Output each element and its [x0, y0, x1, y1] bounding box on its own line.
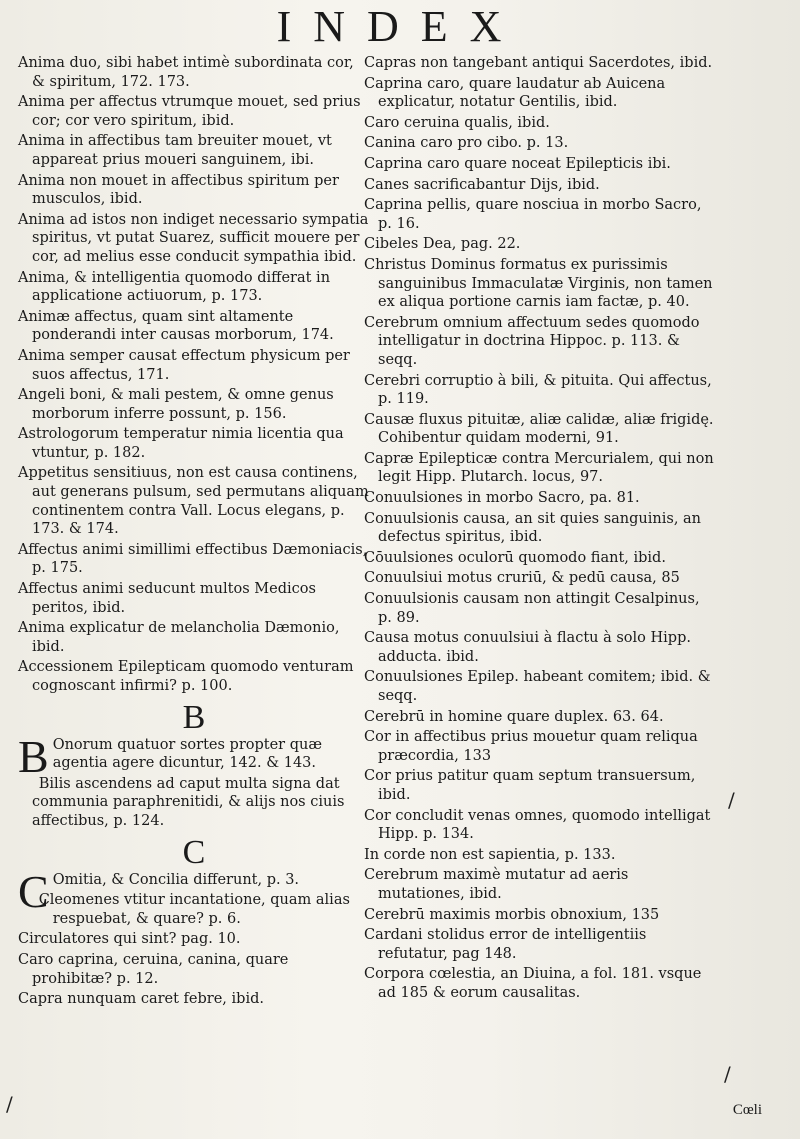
index-entry: Conuulsiones in morbo Sacro, pa. 81. [364, 490, 640, 507]
entry-text: Cleomenes vtitur incantatione, quam alias respuebat, & quare? p. 6. [38, 892, 350, 927]
entries-c [18, 865, 370, 1009]
index-entry: Anima in affectibus tam breuiter mouet, vt appareat prius moueri sanguinem, ibi. [18, 133, 332, 168]
index-entry: Astrologorum temperatur nimia licentia qua vtuntur, p. 182. [18, 426, 344, 461]
index-entry: Causæ fluxus pituitæ, aliæ calidæ, aliæ frigidę. Cohibentur quidam moderni, 91. [364, 411, 714, 447]
entry-text: Omitia, & Concilia differunt, p. 3. [52, 871, 300, 888]
index-entry: Cerebri corruptio à bili, & pituita. Qui affectus, p. 119. [364, 372, 712, 408]
index-entry: Anima explicatur de melancholia Dæmonio, ibid. [18, 620, 340, 655]
index-entry: Cor prius patitur quam septum transuersum, ibid. [364, 768, 696, 803]
index-entry: Caprina pellis, quare nosciua in morbo Sacro, p. 16. [364, 197, 702, 232]
entry-text: Bilis ascendens ad caput multa signa dat communia paraphrenitidi, & alijs nos ciuis affectibus, p. 124. [32, 775, 345, 829]
index-entry: Conuulsiui motus cruriū, & pedū causa, 85 [364, 570, 680, 587]
index-entry: Cardani stolidus error de intelligentiis refutatur, pag 148. [364, 927, 647, 962]
margin-mark: / [728, 788, 735, 812]
entries-b [18, 730, 370, 831]
index-entry: Caro ceruina qualis, ibid. [364, 114, 550, 131]
index-entry [18, 730, 370, 782]
entries-a [18, 54, 370, 696]
index-entry: Anima, & intelligentia quomodo differat in applicatione actiuorum, p. 173. [18, 269, 331, 305]
index-entry: Anima semper causat effectum physicum per suos affectus, 171. [18, 347, 350, 383]
entry-text: Caro caprina, ceruina, canina, quare prohibitæ? p. 12. [18, 951, 289, 987]
index-entry [18, 930, 370, 949]
index-entry [18, 990, 370, 1009]
page-title: INDEX [276, 2, 524, 51]
index-entry: Corpora cœlestia, an Diuina, a fol. 181. vsque ad 185 & eorum causalitas. [364, 966, 702, 1001]
drop-cap: B [18, 730, 49, 782]
right-column [364, 54, 716, 1005]
index-entry: Cibeles Dea, pag. 22. [364, 236, 521, 253]
section-letter-c: C [182, 833, 206, 871]
index-entry: Caprina caro, quare laudatur ab Auicena explicatur, notatur Gentilis, ibid. [364, 75, 666, 111]
index-entry [18, 775, 370, 831]
index-entry: Cerebrū in homine quare duplex. 63. 64. [364, 708, 664, 725]
index-entry: Animæ affectus, quam sint altamente ponderandi inter causas morborum, 174. [18, 308, 334, 344]
margin-mark: / [6, 1092, 13, 1116]
index-entry: Conuulsionis causam non attingit Cesalpinus, p. 89. [364, 591, 700, 626]
index-entry: Causa motus conuulsiui à flactu à solo Hipp. adducta. ibid. [364, 630, 691, 665]
index-entry: Caprina caro quare noceat Epilepticis ibi. [364, 155, 671, 172]
entry-text: Onorum quatuor sortes propter quæ agentia agere dicuntur, 142. & 143. [52, 736, 322, 772]
index-entry: Cōuulsiones oculorū quomodo fiant, ibid. [364, 549, 666, 566]
margin-mark: / [724, 1062, 731, 1086]
index-entry [18, 891, 370, 928]
index-entry: Cor concludit venas omnes, quomodo intelligat Hipp. p. 134. [364, 807, 711, 843]
index-entry: Canina caro pro cibo. p. 13. [364, 135, 569, 152]
index-entry: Affectus animi seducunt multos Medicos peritos, ibid. [18, 581, 316, 616]
index-entry: Christus Dominus formatus ex purissimis sanguinibus Immaculatæ Virginis, non tamen ex aliqua portione carnis iam factæ, p. 40. [364, 256, 713, 311]
index-entry: In corde non est sapientia, p. 133. [364, 846, 616, 863]
drop-cap: C [18, 865, 49, 917]
index-entry: Capras non tangebant antiqui Sacerdotes, ibid. [364, 55, 713, 71]
entry-text: Capra nunquam caret febre, ibid. [18, 991, 264, 1008]
index-entry: Anima non mouet in affectibus spiritum per musculos, ibid. [18, 172, 339, 208]
index-entry: Cerebrum omnium affectuum sedes quomodo intelligatur in doctrina Hippoc. p. 113. & seqq. [364, 314, 700, 368]
index-entry: Accessionem Epilepticam quomodo venturam cognoscant infirmi? p. 100. [18, 659, 354, 694]
left-column [18, 54, 370, 1011]
section-letter-b: B [182, 698, 206, 736]
index-entry: Angeli boni, & mali pestem, & omne genus morborum inferre possunt, p. 156. [18, 387, 334, 422]
catchword: Cœli [732, 1102, 762, 1118]
index-entry: Anima duo, sibi habet intimè subordinata cor, & spiritum, 172. 173. [18, 55, 354, 90]
index-entry: Cor in affectibus prius mouetur quam reliqua præcordia, 133 [364, 729, 698, 764]
index-entry [18, 951, 370, 988]
index-entry: Capræ Epilepticæ contra Mercurialem, qui non legit Hipp. Plutarch. locus, 97. [364, 450, 714, 486]
index-entry: Cerebrū maximis morbis obnoxium, 135 [364, 906, 660, 923]
entry-text: Circulatores qui sint? pag. 10. [18, 931, 241, 948]
index-entry: Anima ad istos non indiget necessario sympatia spiritus, vt putat Suarez, sufficit mouere per cor, ad melius esse conducit sympathia ibid. [18, 211, 369, 265]
index-entry: Appetitus sensitiuus, non est causa continens, aut generans pulsum, sed permutans aliquam continentem contra Vall. Locus elegans, p. 173. & 174. [18, 465, 369, 538]
index-entry: Conuulsionis causa, an sit quies sanguinis, an defectus spiritus, ibid. [364, 510, 702, 546]
index-entry: Canes sacrificabantur Dijs, ibid. [364, 176, 600, 193]
index-entry: Affectus animi simillimi effectibus Dæmoniacis, p. 175. [18, 541, 368, 577]
index-entry: Conuulsiones Epilep. habeant comitem; ibid. & seqq. [364, 669, 711, 704]
index-entry: Cerebrum maximè mutatur ad aeris mutationes, ibid. [364, 867, 629, 902]
index-entry: Anima per affectus vtrumque mouet, sed prius cor; cor vero spiritum, ibid. [18, 94, 361, 129]
